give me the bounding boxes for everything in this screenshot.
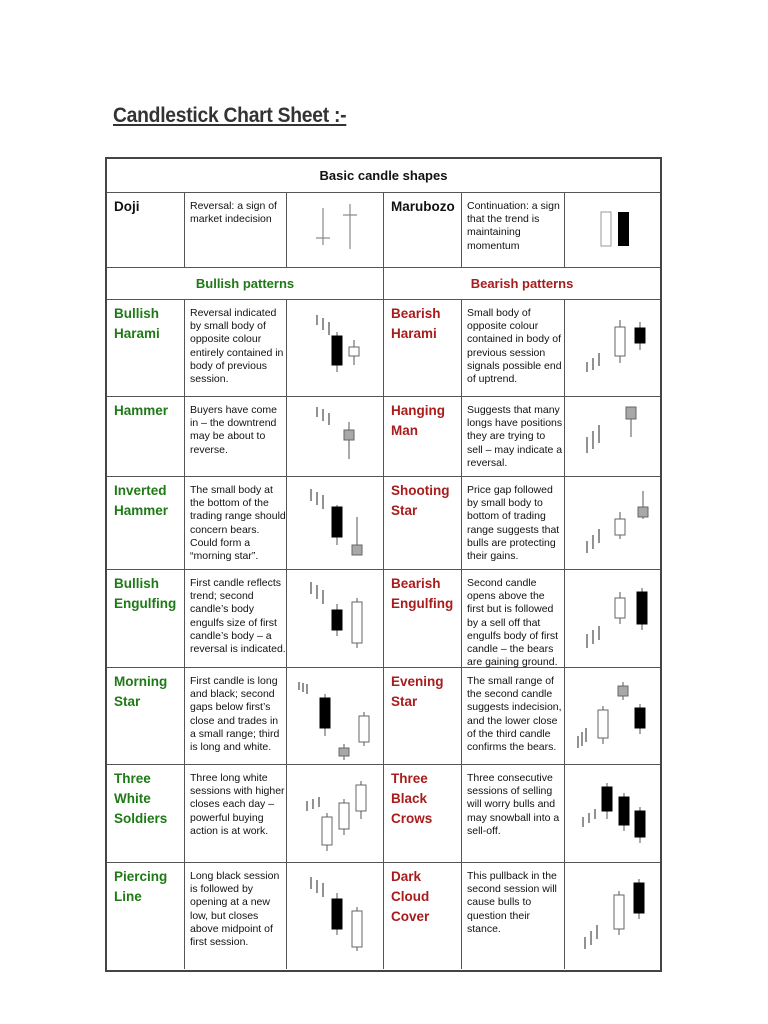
pattern-name-three-white-soldiers: Three White Soldiers: [114, 771, 168, 826]
pattern-desc-bearish-harami: Small body of opposite colour contained in body of previous session signals possible end of uptrend.: [467, 307, 562, 386]
pattern-desc-piercing-line: Long black session is followed by opening at a new low, but closes above midpoint of first session.: [190, 870, 280, 949]
bullish-engulfing-candle-illustration: [287, 570, 383, 667]
three-black-crows-candle-illustration: [565, 765, 660, 862]
pattern-desc-three-black-crows: Three consecutive sessions of selling will worry bulls and may snowball into a sell-off.: [467, 772, 560, 837]
pattern-name-marubozo: Marubozo: [391, 199, 455, 214]
pattern-name-evening-star: Evening Star: [391, 674, 444, 709]
pattern-name-piercing-line: Piercing Line: [114, 869, 168, 904]
bearish-patterns-header: Bearish patterns: [470, 276, 574, 291]
basic-shapes-row: [107, 193, 660, 268]
bullish-harami-candle-illustration: [287, 300, 383, 396]
bearish-engulfing-candle-illustration: [565, 570, 660, 667]
pattern-desc-shooting-star: Price gap followed by small body to bottom of trading range suggests that bulls are protecting their gains.: [467, 484, 560, 563]
pattern-desc-evening-star: The small range of the second candle suggests indecision, and the lower close of the third candle confirms the bears.: [467, 675, 562, 754]
marubozo-candle-illustration: [565, 193, 660, 267]
pattern-row: [107, 477, 660, 570]
pattern-desc-hammer: Buyers have come in – the downtrend may be about to reverse.: [190, 404, 277, 456]
pattern-name-three-black-crows: Three Black Crows: [391, 771, 433, 826]
pattern-name-bearish-harami: Bearish Harami: [391, 306, 441, 341]
pattern-name-morning-star: Morning Star: [114, 674, 168, 709]
pattern-desc-hanging-man: Suggests that many longs have positions they are trying to sell – may indicate a reversal.: [467, 404, 563, 469]
pattern-name-bearish-engulfing: Bearish Engulfing: [391, 576, 454, 611]
bearish-harami-candle-illustration: [565, 300, 660, 396]
pattern-row: [107, 765, 660, 863]
hanging-man-candle-illustration: [565, 397, 660, 476]
pattern-desc-bearish-engulfing: Second candle opens above the first but is followed by a sell off that engulfs body of first candle – the bears are gaining ground.: [467, 577, 559, 669]
evening-star-candle-illustration: [565, 668, 660, 764]
morning-star-candle-illustration: [287, 668, 383, 764]
inverted-hammer-candle-illustration: [287, 477, 383, 569]
pattern-name-shooting-star: Shooting Star: [391, 483, 450, 518]
pattern-desc-bullish-harami: Reversal indicated by small body of opposite colour entirely contained in body of previous session.: [190, 307, 284, 386]
pattern-desc-marubozo: Continuation: a sign that the trend is maintaining momentum: [467, 200, 560, 252]
pattern-row: [107, 668, 660, 765]
page-title: Candlestick Chart Sheet :-: [113, 104, 347, 127]
pattern-row: [107, 570, 660, 668]
pattern-desc-dark-cloud-cover: This pullback in the second session will cause bulls to question their stance.: [467, 870, 557, 935]
pattern-row: [107, 300, 660, 397]
three-white-soldiers-candle-illustration: [287, 765, 383, 862]
pattern-type-header-row: [107, 268, 660, 300]
pattern-row: [107, 863, 660, 969]
pattern-desc-morning-star: First candle is long and black; second gaps below first’s close and trades in a small range; third is long and white.: [190, 675, 280, 754]
pattern-desc-inverted-hammer: The small body at the bottom of the trading range should concern bears. Could form a “morning star”.: [190, 484, 286, 563]
pattern-name-bullish-engulfing: Bullish Engulfing: [114, 576, 177, 611]
pattern-desc-bullish-engulfing: First candle reflects trend; second candle’s body engulfs size of first candle’s body – a reversal is indicated.: [190, 577, 286, 656]
dark-cloud-cover-candle-illustration: [565, 863, 660, 969]
piercing-line-candle-illustration: [287, 863, 383, 969]
pattern-name-hammer: Hammer: [114, 403, 169, 418]
pattern-name-bullish-harami: Bullish Harami: [114, 306, 160, 341]
pattern-name-inverted-hammer: Inverted Hammer: [114, 483, 169, 518]
hammer-candle-illustration: [287, 397, 383, 476]
shooting-star-candle-illustration: [565, 477, 660, 569]
pattern-name-hanging-man: Hanging Man: [391, 403, 445, 438]
bullish-patterns-header: Bullish patterns: [195, 276, 295, 291]
basic-shapes-header: Basic candle shapes: [107, 159, 660, 193]
pattern-desc-three-white-soldiers: Three long white sessions with higher closes each day –powerful buying action is at work.: [190, 772, 285, 837]
pattern-desc-doji: Reversal: a sign of market indecision: [190, 200, 277, 226]
doji-candle-illustration: [287, 193, 383, 267]
candlestick-sheet-table: [105, 157, 662, 971]
pattern-name-dark-cloud-cover: Dark Cloud Cover: [391, 869, 430, 924]
pattern-row: [107, 397, 660, 477]
sheet-bottom-border: [105, 970, 662, 972]
pattern-name-doji: Doji: [114, 199, 140, 214]
